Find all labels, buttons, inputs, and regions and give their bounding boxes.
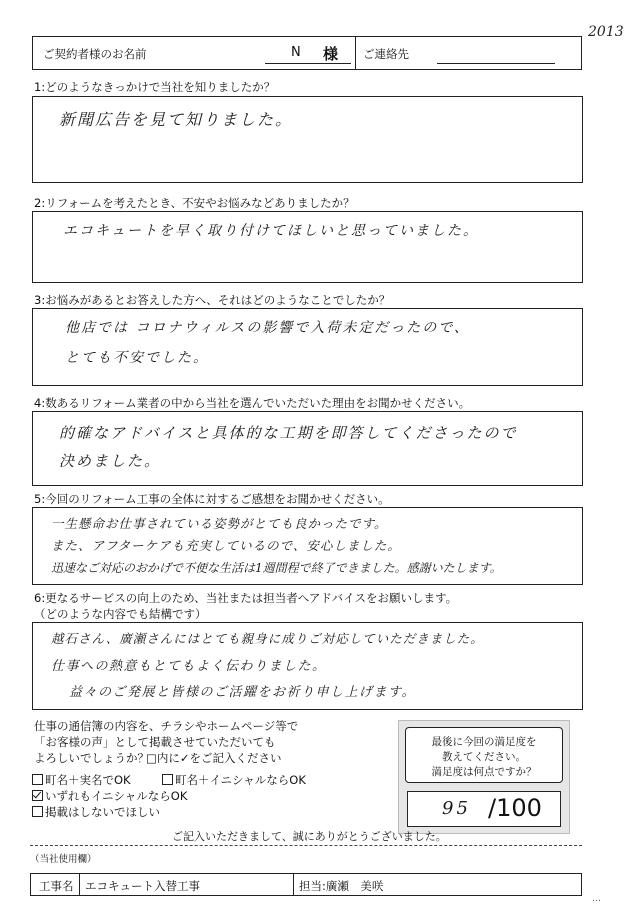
customer-header — [32, 36, 582, 70]
question-5-answer-line-3: 迅速なご対応のおかげで不便な生活は1週間程で終了できました。感謝いたします。 — [51, 561, 502, 575]
question-4-answer-line-1: 的確なアドバイスと具体的な工期を即答してくださったので — [59, 424, 518, 442]
contact-label: ご連絡先 — [363, 47, 409, 61]
checkbox-no-publish[interactable] — [32, 806, 43, 817]
consent-instruction: □内に✓をご記入ください — [146, 751, 282, 765]
consent-option-all-initials[interactable] — [32, 788, 187, 804]
question-5-answer-line-2: また、アフターケアも充実しているので、安心しました。 — [51, 538, 401, 553]
question-4-title: 4:数あるリフォーム業者の中から当社を選んでいただいた理由をお聞かせください。 — [34, 396, 471, 410]
question-6-answer-line-3: 益々のご発展と皆様のご活躍をお祈り申し上げます。 — [69, 685, 416, 700]
thanks-message: ご記入いただきまして、誠にありがとうございました。 — [172, 830, 447, 843]
question-4-answer-line-2: 決めました。 — [59, 452, 162, 470]
work-name-label: 工事名 — [39, 879, 74, 893]
satisfaction-max: /100 — [488, 794, 542, 822]
checkbox-all-initials-checked[interactable] — [32, 790, 43, 801]
name-underline — [265, 63, 351, 64]
question-3-title: 3:お悩みがあるとお答えした方へ、それはどのようなことでしたか？ — [34, 293, 391, 307]
header-divider — [355, 37, 356, 69]
contact-underline — [437, 63, 555, 64]
consent-line-2: 「お客様の声」として掲載させていただいても — [34, 735, 276, 749]
question-5-title: 5:今回のリフォーム工事の全体に対するご感想をお聞かせください。 — [34, 492, 390, 506]
question-1-answer-line-1: 新聞広告を見て知りました。 — [59, 110, 294, 129]
consent-option-real-name[interactable] — [32, 772, 131, 788]
customer-name-value: N — [291, 45, 301, 60]
question-2-answer-line-1: エコキュートを早く取り付けてほしいと思っていました。 — [63, 223, 479, 239]
consent-option-no-publish[interactable] — [32, 804, 160, 820]
consent-option-initial-town[interactable] — [162, 772, 306, 788]
checkbox-initial-town[interactable] — [162, 774, 173, 785]
checkbox-real-name[interactable] — [32, 774, 43, 785]
question-6-answer-line-2: 仕事への熱意もとてもよく伝わりました。 — [51, 659, 327, 674]
office-divider-2 — [293, 874, 294, 895]
question-4-answer-box — [32, 411, 583, 486]
consent-option-no-publish-label: 掲載はしないでほしい — [45, 805, 160, 819]
question-3-answer-line-1: 他店では コロナウィルスの影響で入荷未定だったので、 — [65, 320, 470, 336]
satisfaction-prompt-line-2: 教えてください。 — [442, 751, 526, 763]
work-name-value: エコキュート入替工事 — [85, 879, 200, 893]
satisfaction-score: 95 — [442, 798, 471, 819]
question-2-title: 2:リフォームを考えたとき、不安やお悩みなどありましたか？ — [34, 196, 355, 210]
customer-name-label: ご契約者様のお名前 — [43, 47, 147, 61]
office-use-table — [30, 873, 582, 896]
satisfaction-prompt-line-3: 満足度は何点ですか？ — [431, 766, 537, 778]
staff-label: 担当:廣瀬 美咲 — [299, 879, 384, 893]
satisfaction-prompt-box — [405, 727, 563, 783]
document-number: 2013 — [588, 24, 624, 40]
consent-option-all-initials-label: いずれもイニシャルならOK — [45, 789, 188, 803]
question-2-answer-box — [32, 211, 583, 283]
question-6-title: 6:更なるサービスの向上のため、当社または担当者へアドバイスをお願いします。 — [34, 591, 458, 605]
consent-option-initial-town-label: 町名＋イニシャルならOK — [175, 773, 306, 787]
question-1-title: 1:どのようなきっかけで当社を知りましたか？ — [34, 80, 276, 94]
question-6-subtitle: （どのような内容でも結構です） — [34, 607, 207, 621]
dashed-separator — [30, 845, 582, 846]
footer-mark: … — [592, 894, 601, 904]
satisfaction-prompt-line-1: 最後に今回の満足度を — [431, 736, 537, 748]
question-5-answer-box — [32, 507, 583, 585]
question-6-answer-box — [32, 622, 583, 710]
satisfaction-panel — [398, 720, 570, 834]
consent-option-real-name-label: 町名＋実名でOK — [45, 773, 131, 787]
question-5-answer-line-1: 一生懸命お仕事されている姿勢がとても良かったです。 — [51, 516, 388, 531]
office-divider-1 — [79, 874, 80, 895]
office-use-label: （当社使用欄） — [30, 854, 97, 865]
satisfaction-score-box — [407, 791, 561, 827]
honorific: 様 — [323, 45, 339, 63]
question-3-answer-line-2: とても不安でした。 — [65, 350, 209, 366]
question-3-answer-box — [32, 308, 583, 386]
question-1-answer-box — [32, 96, 583, 183]
question-6-answer-line-1: 越石さん、廣瀬さんにはとても親身に成りご対応していただきました。 — [51, 631, 484, 646]
consent-line-1: 仕事の通信簿の内容を、チラシやホームページ等で — [34, 719, 299, 733]
consent-line-3: よろしいでしょうか？ — [34, 751, 149, 765]
